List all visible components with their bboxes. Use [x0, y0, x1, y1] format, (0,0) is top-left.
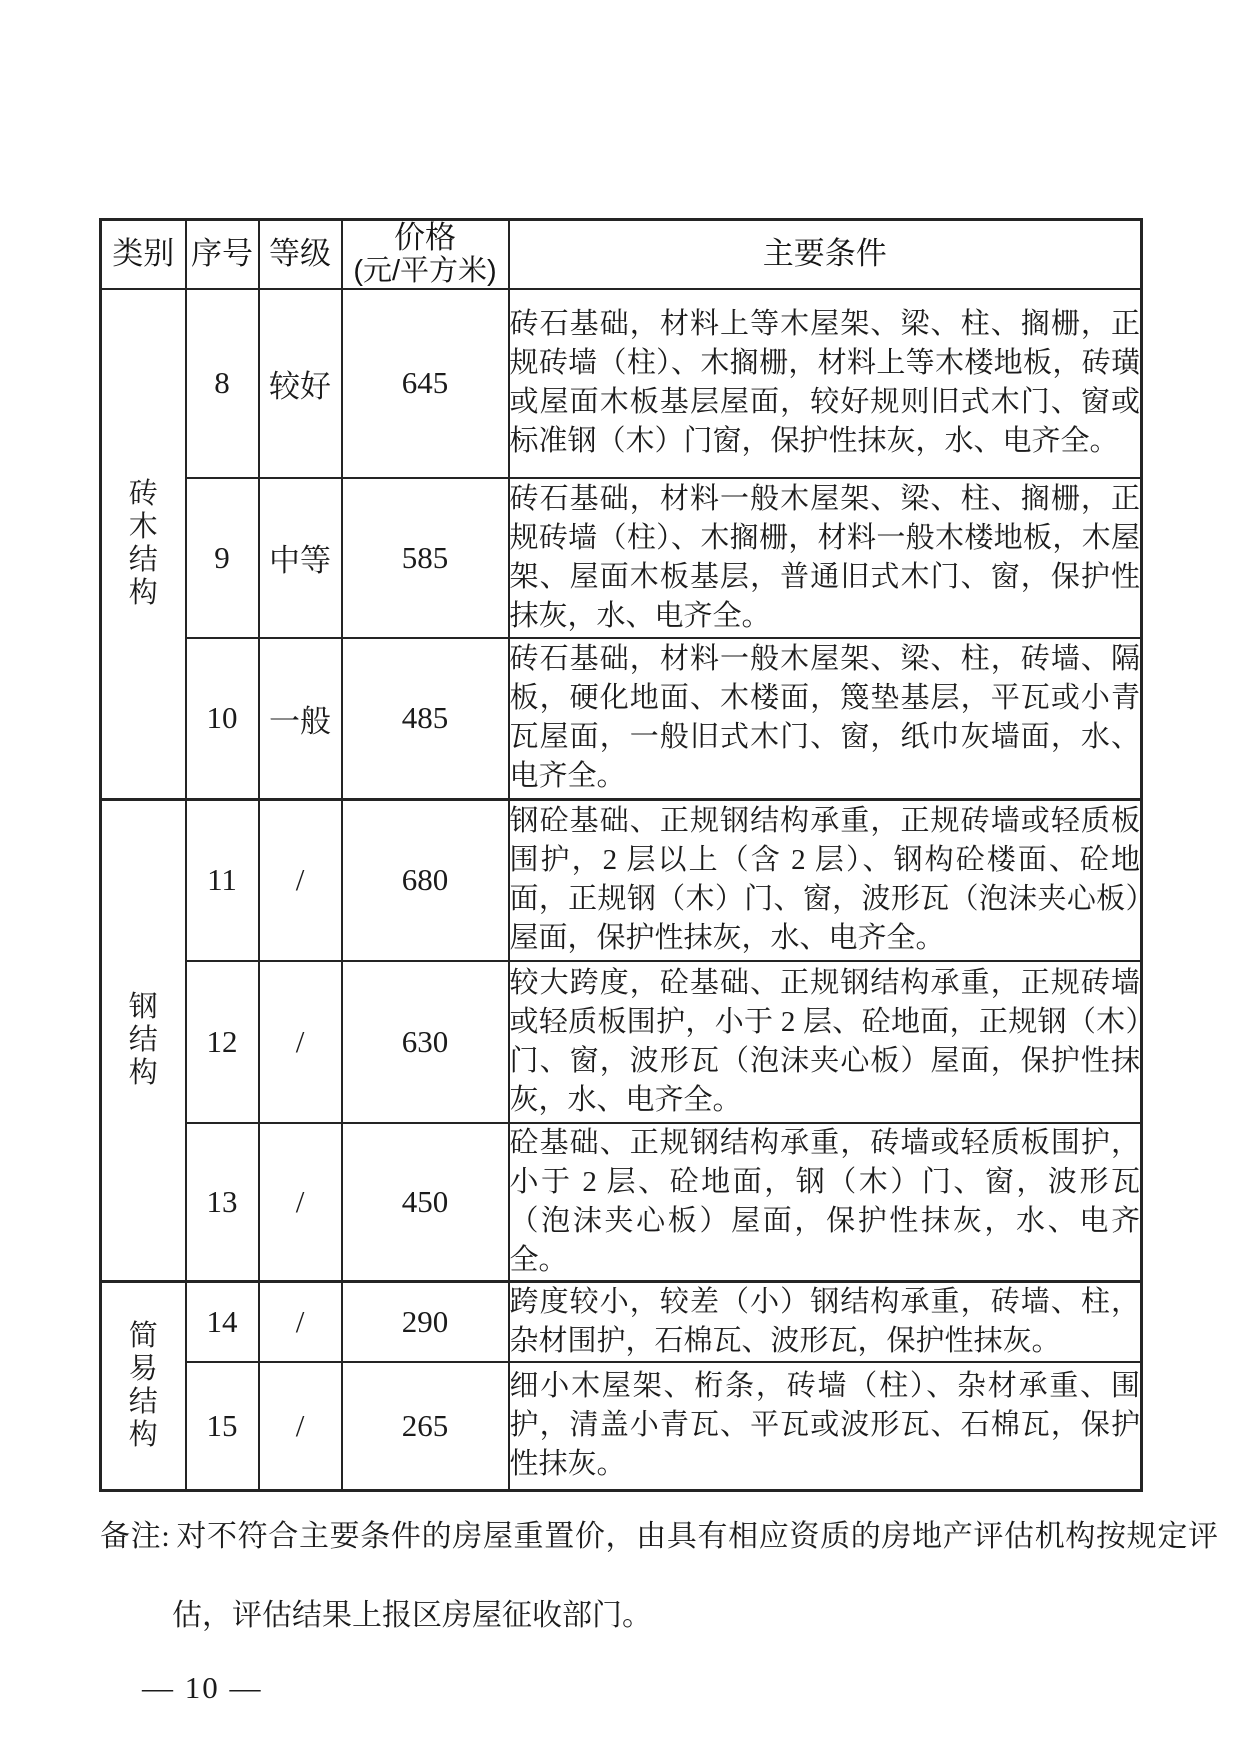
- conditions-cell: 砖石基础，材料一般木屋架、梁、柱、搁栅，正规砖墙（柱）、木搁栅，材料一般木楼地板，木屋架、屋面木板基层，普通旧式木门、窗，保护性抹灰，水、电齐全。: [509, 478, 1142, 638]
- header-serial: 序号: [186, 220, 259, 289]
- price-cell: 645: [342, 289, 509, 478]
- footnote: [100, 1497, 1218, 1655]
- price-cell: 585: [342, 478, 509, 638]
- header-grade: 等级: [259, 220, 342, 289]
- conditions-cell: 较大跨度，砼基础、正规钢结构承重，正规砖墙或轻质板围护，小于 2 层、砼地面，正规钢（木）门、窗，波形瓦（泡沫夹心板）屋面，保护性抹灰，水、电齐全。: [509, 961, 1142, 1123]
- price-cell: 265: [342, 1362, 509, 1491]
- grade-cell: 较好: [259, 289, 342, 478]
- grade-cell: /: [259, 799, 342, 961]
- table-row: [101, 961, 1142, 1123]
- grade-cell: /: [259, 961, 342, 1123]
- price-cell: 680: [342, 799, 509, 961]
- conditions-cell: 砖石基础，材料上等木屋架、梁、柱、搁栅，正规砖墙（柱）、木搁栅，材料上等木楼地板，砖璜或屋面木板基层屋面，较好规则旧式木门、窗或标准钢（木）门窗，保护性抹灰，水、电齐全。: [509, 289, 1142, 478]
- serial-cell: 11: [186, 799, 259, 961]
- header-price-line2: (元/平方米): [353, 255, 497, 288]
- serial-cell: 12: [186, 961, 259, 1123]
- serial-cell: 13: [186, 1123, 259, 1282]
- price-cell: 630: [342, 961, 509, 1123]
- table-row: [101, 289, 1142, 478]
- category-cell: [101, 799, 186, 1281]
- table-header-row: [101, 220, 1142, 289]
- serial-cell: 14: [186, 1281, 259, 1362]
- table-row: [101, 1281, 1142, 1362]
- table-row: [101, 1362, 1142, 1491]
- grade-cell: 一般: [259, 638, 342, 800]
- category-label: 简易结构: [128, 1319, 158, 1451]
- table-row: [101, 799, 1142, 961]
- price-cell: 450: [342, 1123, 509, 1282]
- table-row: [101, 1123, 1142, 1282]
- price-cell: 290: [342, 1281, 509, 1362]
- grade-cell: /: [259, 1281, 342, 1362]
- table-row: [101, 638, 1142, 800]
- serial-cell: 15: [186, 1362, 259, 1491]
- header-category: 类别: [101, 220, 186, 289]
- category-cell: [101, 1281, 186, 1490]
- grade-cell: /: [259, 1362, 342, 1491]
- footnote-label: 备注:: [100, 1520, 170, 1553]
- header-conditions: 主要条件: [509, 220, 1142, 289]
- category-cell: [101, 289, 186, 800]
- serial-cell: 9: [186, 478, 259, 638]
- conditions-cell: 砼基础、正规钢结构承重，砖墙或轻质板围护，小于 2 层、砼地面，钢（木）门、窗，波形瓦（泡沫夹心板）屋面，保护性抹灰，水、电齐全。: [509, 1123, 1142, 1282]
- footnote-text: 对不符合主要条件的房屋重置价，由具有相应资质的房地产评估机构按规定评估，评估结果上报区房屋征收部门。: [172, 1520, 1218, 1632]
- conditions-cell: 钢砼基础、正规钢结构承重，正规砖墙或轻质板围护，2 层以上（含 2 层）、钢构砼楼面、砼地面，正规钢（木）门、窗，波形瓦（泡沫夹心板）屋面，保护性抹灰，水、电齐全。: [509, 799, 1142, 961]
- category-label: 砖木结构: [128, 477, 158, 609]
- conditions-cell: 砖石基础，材料一般木屋架、梁、柱，砖墙、隔板，硬化地面、木楼面，篾垫基层，平瓦或小青瓦屋面，一般旧式木门、窗，纸巾灰墙面，水、电齐全。: [509, 638, 1142, 800]
- price-table: [99, 218, 1143, 1492]
- header-price: [342, 220, 509, 289]
- category-label: 钢结构: [128, 990, 158, 1089]
- page-number: — 10 —: [142, 1670, 263, 1705]
- header-price-line1: 价格: [394, 220, 456, 255]
- conditions-cell: 细小木屋架、桁条，砖墙（柱）、杂材承重、围护，清盖小青瓦、平瓦或波形瓦、石棉瓦，保护性抹灰。: [509, 1362, 1142, 1491]
- grade-cell: /: [259, 1123, 342, 1282]
- serial-cell: 10: [186, 638, 259, 800]
- grade-cell: 中等: [259, 478, 342, 638]
- table-row: [101, 478, 1142, 638]
- serial-cell: 8: [186, 289, 259, 478]
- price-cell: 485: [342, 638, 509, 800]
- conditions-cell: 跨度较小，较差（小）钢结构承重，砖墙、柱，杂材围护，石棉瓦、波形瓦，保护性抹灰。: [509, 1281, 1142, 1362]
